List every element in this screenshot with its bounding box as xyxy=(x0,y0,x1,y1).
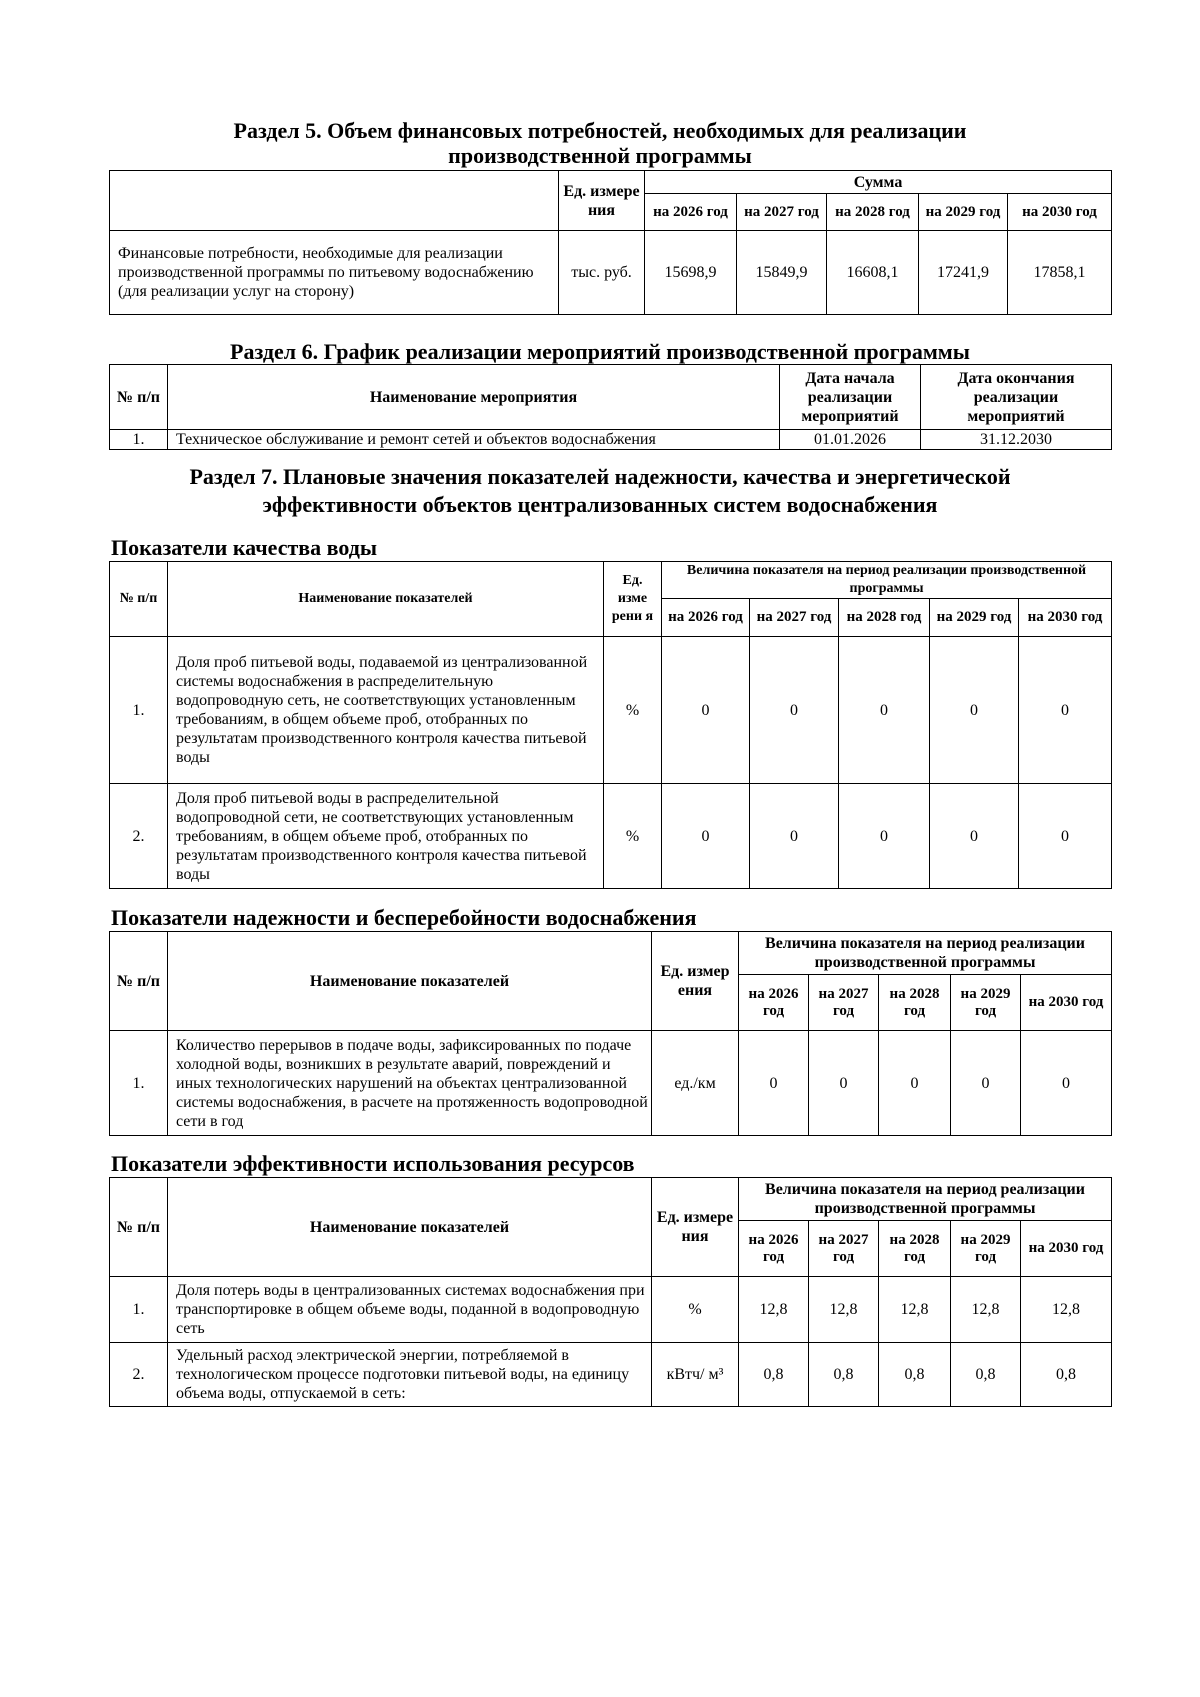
header-year: на 2026 год xyxy=(645,194,737,231)
row-unit: % xyxy=(604,637,662,784)
row-name: Удельный расход электрической энергии, потребляемой в технологическом процессе подготовки питьевой воды, на единицу объема воды, отпускаемой в сеть: xyxy=(168,1343,652,1407)
header-year: на 2030 год xyxy=(1021,975,1112,1031)
header-num: № п/п xyxy=(110,562,168,637)
header-unit: Ед. измере ния xyxy=(652,1178,739,1277)
header-year: на 2030 год xyxy=(1019,599,1112,637)
header-unit: Ед. изме рени я xyxy=(604,562,662,637)
row-unit: кВтч/ м³ xyxy=(652,1343,739,1407)
row-name: Доля потерь воды в централизованных системах водоснабжения при транспортировке в общем объеме воды, поданной в водопроводную сеть xyxy=(168,1277,652,1343)
row-value: 17241,9 xyxy=(919,231,1008,315)
row-name: Техническое обслуживание и ремонт сетей и объектов водоснабжения xyxy=(168,430,780,450)
row-end: 31.12.2030 xyxy=(921,430,1112,450)
header-period: Величина показателя на период реализации производственной программы xyxy=(739,932,1112,975)
header-end: Дата окончания реализации мероприятий xyxy=(921,365,1112,430)
efficiency-title: Показатели эффективности использования ресурсов xyxy=(111,1151,635,1176)
header-year: на 2027 год xyxy=(737,194,827,231)
row-value: 0,8 xyxy=(1021,1343,1112,1407)
row-value: 17858,1 xyxy=(1008,231,1112,315)
schedule-table xyxy=(109,364,1112,450)
row-value: 0,8 xyxy=(951,1343,1021,1407)
row-start: 01.01.2026 xyxy=(780,430,921,450)
row-name: Количество перерывов в подаче воды, зафиксированных по подаче холодной воды, возникших в результате аварий, повреждений и иных технологических нарушений на объектах централизованной системы водоснабжения, в расчете на протяженность водопроводной сети в год xyxy=(168,1031,652,1136)
row-value: 0 xyxy=(750,784,839,889)
header-year: на 2027 год xyxy=(750,599,839,637)
header-year: на 2029 год xyxy=(951,975,1021,1031)
row-value: 0 xyxy=(809,1031,879,1136)
header-year: на 2029 год xyxy=(919,194,1008,231)
row-num: 1. xyxy=(110,1277,168,1343)
header-year: на 2028 год xyxy=(879,1221,951,1277)
row-value: 0 xyxy=(951,1031,1021,1136)
row-value: 12,8 xyxy=(1021,1277,1112,1343)
header-year: на 2028 год xyxy=(839,599,930,637)
header-period: Величина показателя на период реализации производственной программы xyxy=(662,562,1112,599)
table-row xyxy=(110,1031,1112,1136)
row-value: 16608,1 xyxy=(827,231,919,315)
header-year: на 2030 год xyxy=(1021,1221,1112,1277)
row-value: 0 xyxy=(839,637,930,784)
reliability-table xyxy=(109,931,1112,1136)
header-year: на 2029 год xyxy=(951,1221,1021,1277)
section7-title-line1: Раздел 7. Плановые значения показателей надежности, качества и энергетической xyxy=(189,464,1011,489)
header-num: № п/п xyxy=(110,365,168,430)
header-year: на 2029 год xyxy=(930,599,1019,637)
table-row xyxy=(110,637,1112,784)
row-name: Доля проб питьевой воды в распределительной водопроводной сети, не соответствующих установленным требованиям, в общем объеме проб, отобранных по результатам производственного контроля качества питьевой воды xyxy=(168,784,604,889)
header-year: на 2028 год xyxy=(827,194,919,231)
header-year: на 2027 год xyxy=(809,975,879,1031)
section5-title-line2: производственной программы xyxy=(448,143,752,168)
row-value: 12,8 xyxy=(879,1277,951,1343)
header-year: на 2026 год xyxy=(662,599,750,637)
row-num: 2. xyxy=(110,784,168,889)
row-value: 0 xyxy=(739,1031,809,1136)
row-value: 0 xyxy=(750,637,839,784)
row-unit: ед./км xyxy=(652,1031,739,1136)
reliability-title: Показатели надежности и бесперебойности водоснабжения xyxy=(111,905,697,930)
table-row xyxy=(110,1277,1112,1343)
row-unit: % xyxy=(652,1277,739,1343)
header-name: Наименование показателей xyxy=(168,932,652,1031)
header-start: Дата начала реализации мероприятий xyxy=(780,365,921,430)
row-value: 0 xyxy=(930,637,1019,784)
row-value: 0 xyxy=(839,784,930,889)
quality-title: Показатели качества воды xyxy=(111,535,378,560)
quality-table xyxy=(109,561,1112,889)
row-value: 0,8 xyxy=(739,1343,809,1407)
header-year: на 2026 год xyxy=(739,1221,809,1277)
header-name: Наименование мероприятия xyxy=(168,365,780,430)
row-unit: тыс. руб. xyxy=(559,231,645,315)
header-period: Величина показателя на период реализации производственной программы xyxy=(739,1178,1112,1221)
header-year: на 2028 год xyxy=(879,975,951,1031)
table-row xyxy=(110,784,1112,889)
header-year: на 2026 год xyxy=(739,975,809,1031)
row-value: 0 xyxy=(930,784,1019,889)
row-unit: % xyxy=(604,784,662,889)
header-year: на 2027 год xyxy=(809,1221,879,1277)
header-num: № п/п xyxy=(110,932,168,1031)
row-num: 1. xyxy=(110,637,168,784)
row-value: 0,8 xyxy=(809,1343,879,1407)
row-name: Доля проб питьевой воды, подаваемой из централизованной системы водоснабжения в распределительную водопроводную сеть, не соответствующих установленным требованиям, в общем объеме проб, отобранных по результатам производственного контроля качества питьевой воды xyxy=(168,637,604,784)
efficiency-table xyxy=(109,1177,1112,1407)
row-num: 1. xyxy=(110,430,168,450)
row-value: 0 xyxy=(1019,637,1112,784)
row-value: 0,8 xyxy=(879,1343,951,1407)
header-empty xyxy=(110,171,559,231)
table-row xyxy=(110,430,1112,450)
header-year: на 2030 год xyxy=(1008,194,1112,231)
header-name: Наименование показателей xyxy=(168,1178,652,1277)
row-num: 2. xyxy=(110,1343,168,1407)
header-unit: Ед. измере ния xyxy=(559,171,645,231)
row-value: 0 xyxy=(1019,784,1112,889)
header-num: № п/п xyxy=(110,1178,168,1277)
financial-needs-table xyxy=(109,170,1112,315)
row-value: 0 xyxy=(662,784,750,889)
section6-title: Раздел 6. График реализации мероприятий производственной программы xyxy=(230,339,970,364)
header-name: Наименование показателей xyxy=(168,562,604,637)
row-num: 1. xyxy=(110,1031,168,1136)
row-value: 0 xyxy=(879,1031,951,1136)
table-row xyxy=(110,231,1112,315)
row-name: Финансовые потребности, необходимые для реализации производственной программы по питьевому водоснабжению (для реализации услуг на сторону) xyxy=(110,231,559,315)
header-unit: Ед. измер ения xyxy=(652,932,739,1031)
row-value: 12,8 xyxy=(739,1277,809,1343)
table-row xyxy=(110,1343,1112,1407)
row-value: 0 xyxy=(662,637,750,784)
row-value: 15698,9 xyxy=(645,231,737,315)
section7-title-line2: эффективности объектов централизованных систем водоснабжения xyxy=(262,492,938,517)
header-sum: Сумма xyxy=(645,171,1112,194)
row-value: 12,8 xyxy=(809,1277,879,1343)
row-value: 12,8 xyxy=(951,1277,1021,1343)
row-value: 15849,9 xyxy=(737,231,827,315)
row-value: 0 xyxy=(1021,1031,1112,1136)
section5-title-line1: Раздел 5. Объем финансовых потребностей, необходимых для реализации xyxy=(233,118,967,143)
